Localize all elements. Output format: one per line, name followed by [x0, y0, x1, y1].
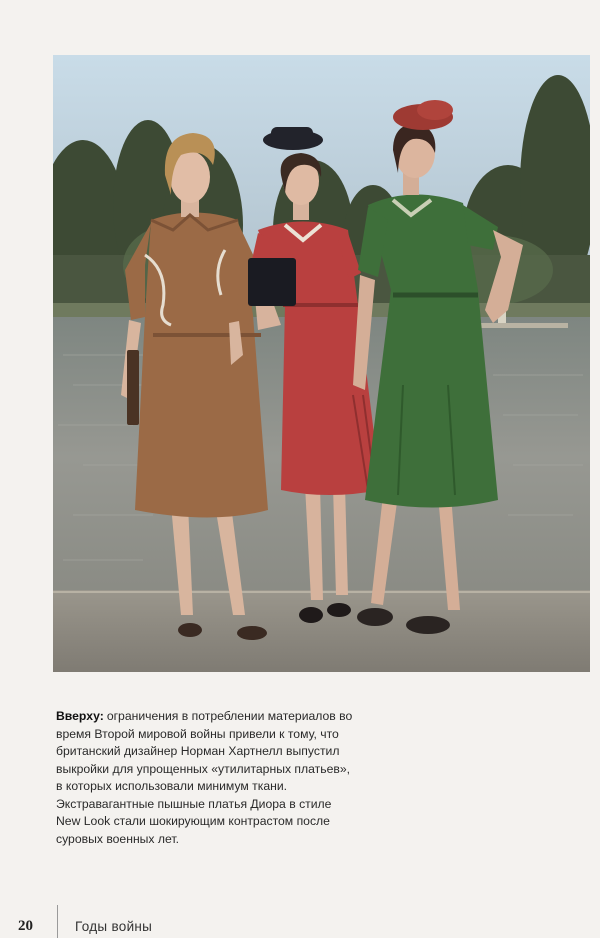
pavement [53, 590, 590, 672]
running-head: Годы войны [75, 919, 153, 934]
handbag-icon [248, 258, 296, 306]
caption-text: ограничения в потреблении материалов во время Второй мировой войны привели к тому, что британский дизайнер Норман Хартнелл выпустил выкройки для упрощенных «утилитарных платьев», в которых использовали минимум ткани. Экстравагантные пышные платья Диора в стиле New Look стали шокирующим контрастом после суровых военных лет. [56, 709, 353, 846]
caption [56, 708, 356, 848]
three-women-photo-illustration [53, 55, 590, 672]
photograph [53, 55, 590, 672]
page-number: 20 [18, 918, 33, 934]
caption-label: Вверху: [56, 709, 104, 723]
footer-divider [57, 905, 58, 938]
